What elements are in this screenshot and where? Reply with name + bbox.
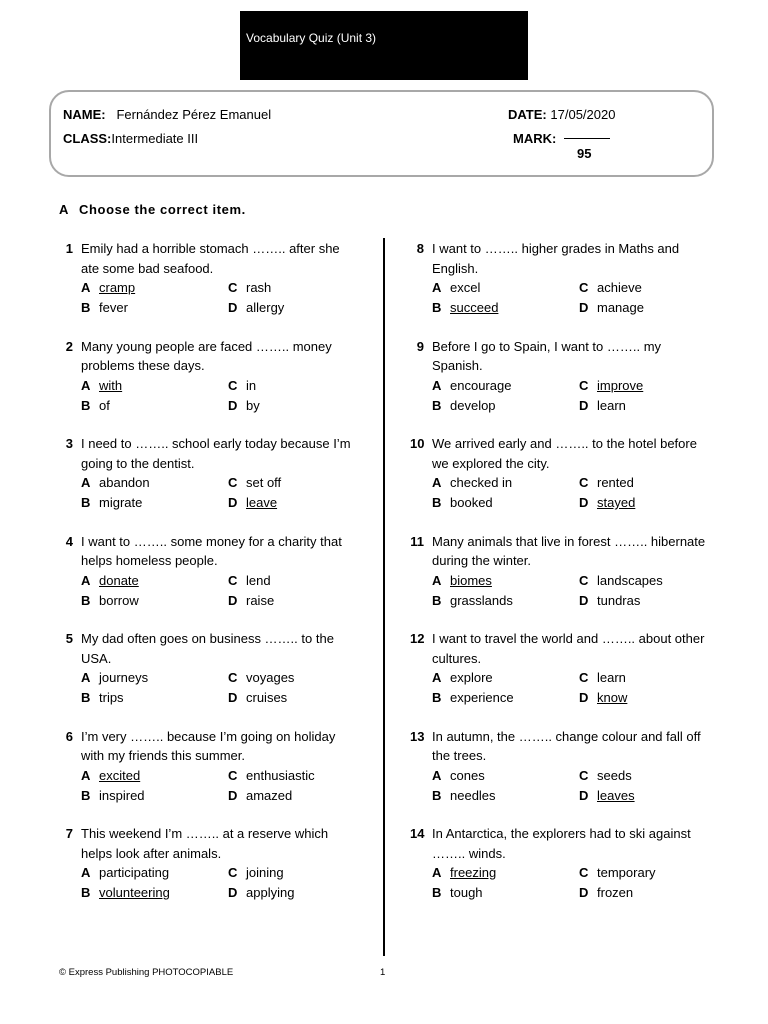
option-a[interactable] (432, 571, 492, 591)
option-letter: B (81, 592, 91, 608)
option-text: landscapes (597, 572, 663, 588)
option-letter: C (579, 865, 589, 880)
option-letter: B (432, 397, 442, 413)
question-stem: I want to travel the world and …….. about other cultures. (432, 631, 705, 666)
question-stem: I want to …….. some money for a charity that helps homeless people. (81, 533, 342, 568)
option-d[interactable] (579, 298, 644, 318)
answer-options (81, 766, 359, 805)
option-c[interactable] (228, 668, 294, 688)
option-text: booked (450, 495, 493, 510)
option-letter: A (432, 475, 442, 490)
question-stem: Emily had a horrible stomach …….. after she ate some bad seafood. (81, 241, 340, 276)
selected-option-text: improve (597, 377, 644, 393)
option-letter: D (228, 690, 238, 705)
option-text: manage (597, 300, 644, 315)
question-number: 8 (416, 241, 424, 256)
question-number: 1 (65, 241, 73, 256)
selected-option-text: volunteering (99, 885, 170, 900)
option-b[interactable] (432, 493, 493, 513)
name-value: Fernández Pérez Emanuel (116, 107, 272, 122)
option-text: rash (246, 280, 272, 295)
option-a[interactable] (81, 473, 150, 493)
option-letter: D (579, 787, 589, 803)
question-stem: Many animals that live in forest …….. hibernate during the winter. (432, 533, 706, 568)
option-b[interactable] (432, 688, 514, 708)
question-2 (59, 337, 359, 415)
option-letter: B (432, 885, 442, 900)
question-5 (59, 629, 359, 707)
option-text: cones (450, 767, 485, 783)
option-a[interactable] (432, 766, 485, 786)
option-text: encourage (450, 377, 512, 393)
option-c[interactable] (579, 863, 656, 883)
option-letter: B (432, 495, 442, 510)
option-letter: B (432, 300, 442, 315)
option-b[interactable] (432, 298, 498, 318)
quiz-title: Vocabulary Quiz (Unit 3) (246, 31, 377, 45)
option-letter: B (81, 690, 91, 705)
date-row (508, 107, 615, 123)
option-letter: B (432, 592, 442, 608)
option-letter: A (81, 767, 91, 783)
question-number: 13 (410, 728, 425, 744)
question-8 (410, 239, 710, 317)
answer-options (432, 278, 710, 317)
option-letter: D (228, 787, 238, 803)
option-letter: B (432, 690, 442, 705)
option-text: voyages (246, 670, 295, 685)
question-number: 2 (65, 338, 73, 354)
option-c[interactable] (228, 571, 271, 591)
option-letter: D (228, 397, 238, 413)
question-number: 9 (416, 338, 424, 354)
option-letter: C (228, 475, 238, 490)
class-value: Intermediate III (111, 131, 199, 146)
option-c[interactable] (579, 571, 663, 591)
answer-options (432, 766, 710, 805)
option-letter: C (228, 377, 238, 393)
selected-option-text: leaves (597, 787, 635, 803)
option-text: by (246, 397, 260, 413)
option-a[interactable] (81, 863, 169, 883)
mark-value: 95 (577, 146, 592, 161)
option-text: learn (597, 670, 626, 685)
section-heading (59, 202, 246, 217)
option-c[interactable] (579, 766, 632, 786)
option-text: in (246, 377, 257, 393)
option-text: borrow (99, 592, 139, 608)
section-instruction: Choose the correct item. (79, 202, 246, 217)
option-letter: D (228, 592, 238, 608)
option-c[interactable] (579, 668, 626, 688)
option-text: rented (597, 475, 634, 490)
question-stem: This weekend I’m …….. at a reserve which helps look after animals. (81, 826, 329, 861)
answer-options (81, 668, 359, 707)
option-d[interactable] (228, 493, 277, 513)
selected-option-text: freezing (450, 865, 497, 880)
option-letter: C (228, 865, 238, 880)
question-stem: I want to …….. higher grades in Maths and English. (432, 241, 680, 276)
option-c[interactable] (228, 278, 271, 298)
answer-options (432, 668, 710, 707)
option-d[interactable] (579, 493, 635, 513)
question-number: 10 (410, 436, 425, 451)
option-letter: C (579, 670, 589, 685)
option-letter: A (81, 865, 91, 880)
option-letter: C (579, 767, 589, 783)
option-text: excel (450, 280, 481, 295)
option-letter: D (579, 495, 589, 510)
option-b[interactable] (81, 883, 170, 903)
option-letter: A (432, 377, 442, 393)
date-value: 17/05/2020 (550, 107, 616, 122)
selected-option-text: with (99, 377, 123, 393)
option-b[interactable] (432, 786, 496, 806)
option-c[interactable] (579, 376, 643, 396)
option-letter: D (228, 885, 238, 900)
question-6 (59, 727, 359, 805)
question-7 (59, 824, 359, 902)
option-text: participating (99, 865, 170, 880)
question-stem: I need to …….. school early today because I’m going to the dentist. (81, 436, 351, 471)
option-letter: B (81, 495, 91, 510)
option-text: achieve (597, 280, 642, 295)
selected-option-text: leave (246, 495, 278, 510)
option-text: set off (246, 475, 282, 490)
question-number: 11 (410, 533, 424, 549)
answer-options (432, 376, 710, 415)
selected-option-text: know (597, 690, 628, 705)
question-number: 6 (65, 728, 73, 744)
option-b[interactable] (81, 396, 110, 416)
option-text: needles (450, 787, 496, 803)
option-letter: C (228, 767, 238, 783)
option-letter: B (81, 787, 91, 803)
option-d[interactable] (228, 883, 294, 903)
option-text: seeds (597, 767, 632, 783)
question-10 (410, 434, 710, 512)
option-letter: D (579, 300, 589, 315)
question-number: 14 (410, 826, 425, 841)
option-text: of (99, 397, 110, 413)
option-b[interactable] (81, 298, 128, 318)
class-row (63, 131, 198, 147)
question-stem: Many young people are faced …….. money problems these days. (81, 338, 332, 373)
option-letter: A (81, 377, 91, 393)
option-text: inspired (99, 787, 145, 803)
option-d[interactable] (228, 591, 274, 611)
selected-option-text: cramp (99, 280, 136, 295)
option-letter: A (432, 767, 442, 783)
option-text: enthusiastic (246, 767, 315, 783)
option-text: explore (450, 670, 493, 685)
option-letter: D (579, 592, 589, 608)
question-number: 7 (65, 826, 73, 841)
question-stem: In autumn, the …….. change colour and fall off the trees. (432, 728, 701, 763)
option-letter: D (579, 397, 589, 413)
option-text: frozen (597, 885, 634, 900)
option-letter: C (579, 572, 589, 588)
question-3 (59, 434, 359, 512)
option-letter: A (432, 572, 442, 588)
option-d[interactable] (579, 591, 640, 611)
question-stem: In Antarctica, the explorers had to ski against …….. winds. (432, 826, 691, 861)
option-c[interactable] (228, 473, 281, 493)
option-letter: A (432, 865, 442, 880)
mark-label: MARK: (513, 131, 557, 146)
answer-options (432, 473, 710, 512)
option-letter: A (81, 670, 91, 685)
option-a[interactable] (432, 668, 493, 688)
selected-option-text: excited (99, 767, 141, 783)
option-c[interactable] (228, 766, 315, 786)
option-text: allergy (246, 300, 285, 315)
option-b[interactable] (81, 688, 124, 708)
selected-option-text: biomes (450, 572, 492, 588)
option-text: applying (246, 885, 295, 900)
mark-line (564, 138, 610, 139)
option-d[interactable] (579, 786, 635, 806)
question-4 (59, 532, 359, 610)
option-text: joining (246, 865, 284, 880)
option-letter: A (81, 475, 91, 490)
name-row (63, 107, 271, 123)
option-a[interactable] (81, 278, 135, 298)
mark-row (513, 131, 556, 147)
option-d[interactable] (228, 786, 292, 806)
option-text: lend (246, 572, 271, 588)
question-stem: Before I go to Spain, I want to …….. my Spanish. (432, 338, 662, 373)
option-letter: B (432, 787, 442, 803)
selected-option-text: donate (99, 572, 139, 588)
question-14 (410, 824, 710, 902)
question-number: 12 (410, 631, 425, 646)
option-a[interactable] (432, 376, 511, 396)
question-stem: We arrived early and …….. to the hotel before we explored the city. (432, 436, 697, 471)
option-text: temporary (597, 865, 656, 880)
option-text: experience (450, 690, 514, 705)
option-d[interactable] (579, 688, 627, 708)
option-d[interactable] (579, 396, 626, 416)
option-letter: C (579, 280, 589, 295)
option-letter: A (432, 670, 442, 685)
option-a[interactable] (81, 376, 122, 396)
option-text: tundras (597, 592, 641, 608)
option-text: migrate (99, 495, 143, 510)
option-a[interactable] (81, 766, 140, 786)
option-letter: A (81, 280, 91, 295)
option-c[interactable] (579, 473, 634, 493)
section-letter: A (59, 202, 69, 217)
answer-options (432, 571, 710, 610)
option-text: trips (99, 690, 124, 705)
option-letter: D (579, 690, 589, 705)
option-b[interactable] (81, 591, 139, 611)
selected-option-text: stayed (597, 495, 636, 510)
option-b[interactable] (432, 591, 513, 611)
date-label: DATE: (508, 107, 547, 122)
option-text: develop (450, 397, 496, 413)
option-d[interactable] (228, 298, 284, 318)
option-letter: C (579, 377, 589, 393)
option-b[interactable] (432, 883, 483, 903)
name-label: NAME: (63, 107, 106, 122)
option-d[interactable] (579, 883, 633, 903)
option-text: learn (597, 397, 626, 413)
answer-options (81, 863, 359, 902)
option-a[interactable] (81, 571, 139, 591)
option-a[interactable] (432, 863, 496, 883)
option-letter: D (228, 300, 238, 315)
option-text: grasslands (450, 592, 513, 608)
option-b[interactable] (432, 396, 496, 416)
quiz-title-banner (240, 11, 528, 80)
answer-options (81, 376, 359, 415)
question-number: 4 (65, 533, 73, 549)
option-letter: C (228, 572, 238, 588)
option-letter: A (432, 280, 442, 295)
selected-option-text: succeed (450, 300, 499, 315)
option-letter: C (579, 475, 589, 490)
option-letter: B (81, 300, 91, 315)
option-d[interactable] (228, 688, 287, 708)
option-d[interactable] (228, 396, 260, 416)
option-text: abandon (99, 475, 150, 490)
question-stem: My dad often goes on business …….. to the USA. (81, 631, 334, 666)
option-c[interactable] (579, 278, 642, 298)
option-text: raise (246, 592, 275, 608)
option-letter: A (81, 572, 91, 588)
option-a[interactable] (432, 278, 480, 298)
option-c[interactable] (228, 376, 256, 396)
option-text: cruises (246, 690, 288, 705)
option-letter: C (228, 670, 238, 685)
answer-options (81, 278, 359, 317)
answer-options (81, 571, 359, 610)
answer-options (81, 473, 359, 512)
option-text: amazed (246, 787, 293, 803)
question-stem: I’m very …….. because I’m going on holiday with my friends this summer. (81, 728, 336, 763)
question-number: 5 (65, 631, 73, 646)
copyright-footer: © Express Publishing PHOTOCOPIABLE (59, 967, 234, 978)
question-11 (410, 532, 710, 610)
option-c[interactable] (228, 863, 284, 883)
class-label: CLASS: (63, 131, 112, 146)
answer-options (432, 863, 710, 902)
option-text: tough (450, 885, 483, 900)
question-1 (59, 239, 359, 317)
column-divider (383, 238, 385, 956)
option-text: journeys (99, 670, 149, 685)
question-9 (410, 337, 710, 415)
question-13 (410, 727, 710, 805)
option-b[interactable] (81, 786, 145, 806)
option-letter: D (579, 885, 589, 900)
page-number: 1 (380, 967, 386, 978)
option-text: fever (99, 300, 128, 315)
option-a[interactable] (81, 668, 148, 688)
option-a[interactable] (432, 473, 512, 493)
option-b[interactable] (81, 493, 142, 513)
option-letter: B (81, 397, 91, 413)
question-number: 3 (65, 436, 73, 451)
option-letter: D (228, 495, 238, 510)
option-letter: B (81, 885, 91, 900)
option-text: checked in (450, 475, 513, 490)
option-letter: C (228, 280, 238, 295)
question-12 (410, 629, 710, 707)
